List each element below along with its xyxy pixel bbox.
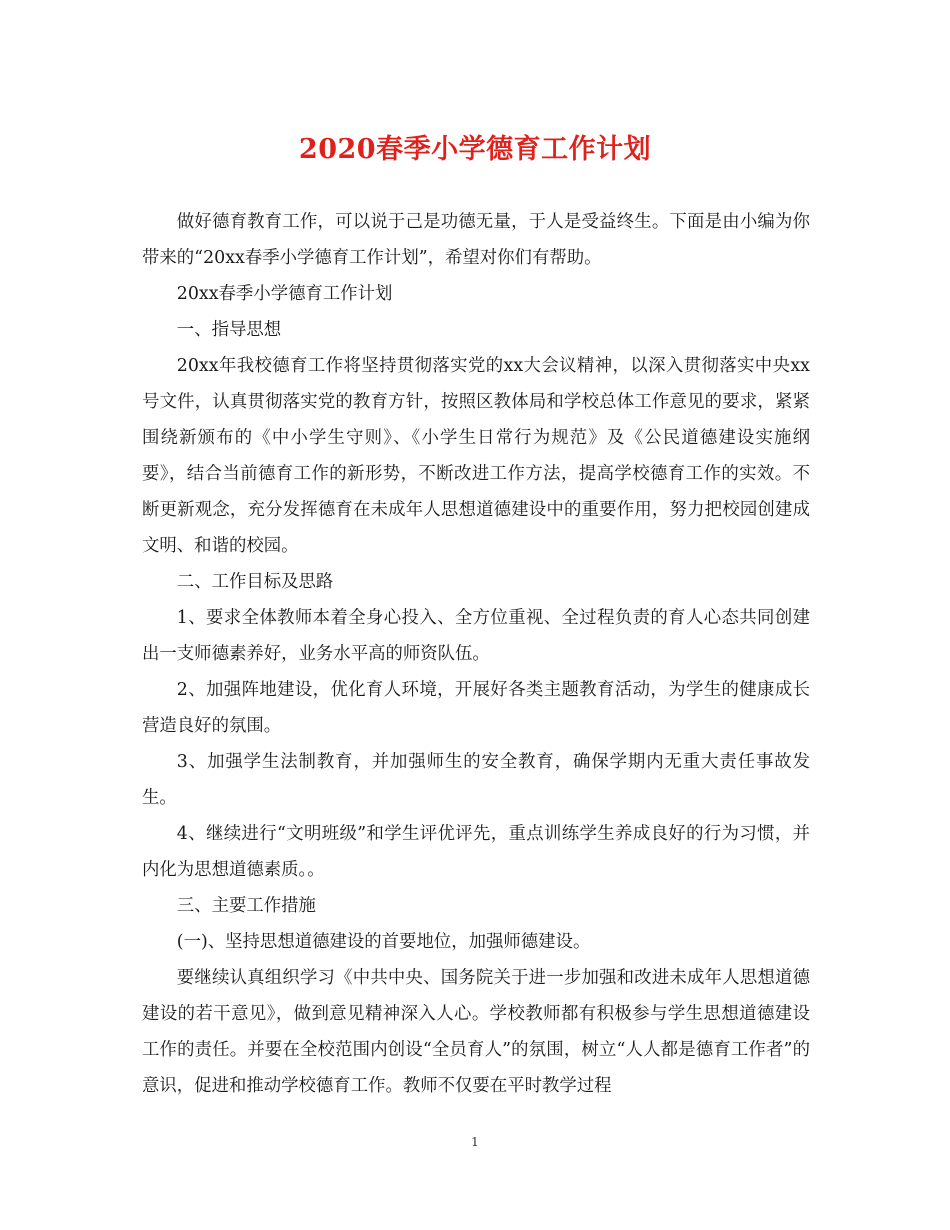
subsection-heading-measure-1: (一)、坚持思想道德建设的首要地位，加强师德建设。 xyxy=(176,932,591,952)
paragraph-goal-3: 3、加强学生法制教育，并加强师生的安全教育，确保学期内无重大责任事故发生。 xyxy=(142,752,810,808)
page-number: 1 xyxy=(471,1135,479,1149)
document-body xyxy=(142,204,810,1104)
document-title: 2020春季小学德育工作计划 xyxy=(298,134,652,165)
section-heading-guiding-ideology: 一、指导思想 xyxy=(176,320,282,340)
paragraph-goal-4: 4、继续进行“文明班级”和学生评优评先，重点训练学生养成良好的行为习惯，并内化为思想道德素质。。 xyxy=(142,824,810,880)
paragraph-measure-1: 要继续认真组织学习《中共中央、国务院关于进一步加强和改进未成年人思想道德建设的若干意见》，做到意见精神深入人心。学校教师都有积极参与学生思想道德建设工作的责任。并要在全校范围内创设“全员育人”的氛围，树立“人人都是德育工作者”的意识，促进和推动学校德育工作。教师不仅要在平时教学过程 xyxy=(142,968,810,1096)
paragraph-intro: 做好德育教育工作，可以说于己是功德无量，于人是受益终生。下面是由小编为你带来的“20xx春季小学德育工作计划”，希望对你们有帮助。 xyxy=(142,212,810,268)
paragraph-guiding-ideology: 20xx年我校德育工作将坚持贯彻落实党的xx大会议精神，以深入贯彻落实中央xx号文件，认真贯彻落实党的教育方针，按照区教体局和学校总体工作意见的要求，紧紧围绕新颁布的《中小学生守则》、《小学生日常行为规范》及《公民道德建设实施纲要》，结合当前德育工作的新形势，不断改进工作方法，提高学校德育工作的实效。不断更新观念，充分发挥德育在未成年人思想道德建设中的重要作用，努力把校园创建成文明、和谐的校园。 xyxy=(142,356,810,556)
section-heading-goals: 二、工作目标及思路 xyxy=(176,572,334,592)
paragraph-goal-2: 2、加强阵地建设，优化育人环境，开展好各类主题教育活动，为学生的健康成长营造良好的氛围。 xyxy=(142,680,810,736)
section-heading-measures: 三、主要工作措施 xyxy=(176,896,316,916)
paragraph-goal-1: 1、要求全体教师本着全身心投入、全方位重视、全过程负责的育人心态共同创建出一支师德素养好，业务水平高的师资队伍。 xyxy=(142,608,810,664)
paragraph-subtitle: 20xx春季小学德育工作计划 xyxy=(176,284,393,304)
